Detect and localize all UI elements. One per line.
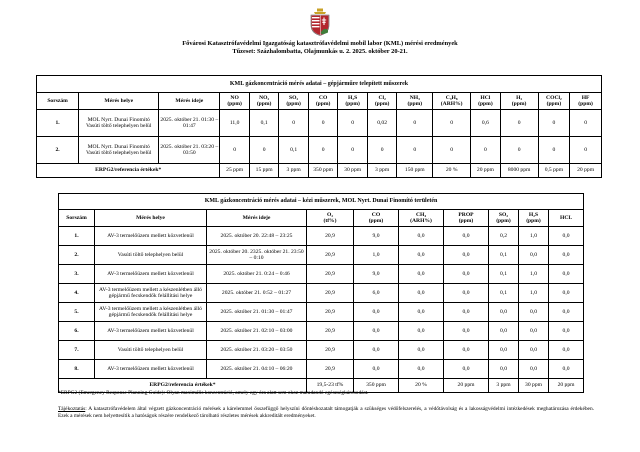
row-value: 0,0 [399,303,444,322]
info-text: : A katasztrófavédelem által végzett gázkoncentráció mérések a kárelemmel összefüggő helyszíni döntéshozatalt támogatják a szükséges védőfelszerelés, a védőtávolság és a lakosságvédelmi intézkedések meghatározása érdekében. Ezek a mérések nem helyettesítik a hatóságok részére rendelkező tárolható részletes mérések akkreditált eredményeket. [58,406,594,419]
row-value: 0 [279,110,309,137]
gas-name: HF [581,94,590,101]
row-value: 0,0 [489,360,519,379]
gas-name: NO₂ [259,94,270,101]
row-time: 2025. október 21. 04:10 – 06:20 [207,360,307,379]
gas-name: CH₄ [415,211,427,218]
row-value: 0,0 [399,322,444,341]
row-value: 0,0 [354,303,399,322]
row-time: 2025. október 21. 03:20 – 03:50 [207,341,307,360]
table1-title: KML gázkoncentráció mérés adatai – gépjárműre telepített műszerek [37,76,602,93]
gas-name: Cl₂ [378,94,386,101]
gas-header [570,93,602,110]
row-value: 0,0 [399,265,444,284]
row-number: 1. [37,110,79,137]
row-place: Vasúti töltő telephelyen belül [95,341,207,360]
table-row [59,303,584,322]
gas-name: NO [230,94,239,101]
gas-header [538,93,570,110]
row-value: 0,0 [399,246,444,265]
table-row [59,360,584,379]
row-value: 20,9 [307,227,354,246]
row-value: 20,9 [307,265,354,284]
ref-value: 20 ppm [570,164,602,178]
row-value: 0,1 [249,110,279,137]
gas-unit: (ppm) [526,218,541,224]
row-value: 0 [220,137,250,164]
row-value: 0 [538,137,570,164]
row-value: 0,02 [367,110,397,137]
info-label: Tájékoztatás [58,406,86,412]
ref-value: 3 ppm [279,164,309,178]
gas-unit: (ppm) [478,101,493,107]
gas-unit: (ppm) [546,101,562,107]
row-place: AV-3 termelőüzem mellett közvetlenül [95,360,207,379]
ref-value: 350 ppm [354,379,399,393]
row-value: 0,0 [399,227,444,246]
row-place: AV-3 termelőüzem mellett közvetlenül [95,227,207,246]
row-value: 0 [538,110,570,137]
ref-value: 150 ppm [397,164,433,178]
gas-name: SO₂ [289,94,299,101]
row-value: 0,0 [519,360,549,379]
gas-unit: (ppm) [286,101,301,107]
row-value: 0,0 [444,284,489,303]
row-value: 0,0 [549,246,584,265]
gas-header [444,210,489,227]
row-value: 0,0 [399,284,444,303]
gas-name: H₂ [516,94,523,101]
row-number: 5. [59,303,95,322]
gas-unit: (ppm) [315,101,331,107]
row-value: 0,0 [444,322,489,341]
ref-value: 3 ppm [489,379,519,393]
gas-unit: (ppm) [368,218,384,224]
row-value: 20,9 [307,246,354,265]
row-value: 0 [338,137,368,164]
row-value: 0,0 [444,360,489,379]
row-value: 1,0 [519,284,549,303]
table-row [59,341,584,360]
gas-name: H₂S [348,94,358,101]
gas-header [249,93,279,110]
row-value: 0,0 [549,227,584,246]
row-value: 0,0 [549,265,584,284]
gas-header [399,210,444,227]
row-value: 0,0 [399,341,444,360]
row-value: 0,0 [354,341,399,360]
coat-of-arms-icon [309,8,331,36]
table2-col-ideje: Mérés ideje [207,210,307,227]
row-value: 0,0 [519,322,549,341]
row-time: 2025. október 21. 02:10 – 03:00 [207,322,307,341]
row-number: 1. [59,227,95,246]
row-value: 9,0 [354,227,399,246]
ref-value: 20 ppm [471,164,501,178]
gas-header [397,93,433,110]
row-value: 0,0 [549,322,584,341]
gas-header [500,93,538,110]
row-value: 11,0 [220,110,250,137]
row-value: 0 [308,137,338,164]
row-number: 6. [59,322,95,341]
row-number: 2. [37,137,79,164]
row-value: 0 [338,110,368,137]
gas-header [220,93,250,110]
table-row [59,246,584,265]
gas-header [433,93,471,110]
gas-name: COCl₂ [546,94,562,101]
vehicle-instruments-table [36,75,602,178]
row-place: Vasúti töltő telephelyen belül [95,246,207,265]
row-value: 6,0 [354,284,399,303]
gas-unit: (ppm) [458,218,474,224]
gas-name: CO [318,94,328,101]
gas-unit: (ppm) [227,101,242,107]
row-value: 0,0 [549,284,584,303]
row-place: MOL Nyrt. Dunai Finomító Vasúti töltő telephelyen belül [79,137,159,164]
gas-header [489,210,519,227]
row-value: 0 [397,137,433,164]
row-value: 20,9 [307,284,354,303]
row-value: 0 [433,110,471,137]
gas-unit: (ppm) [578,101,593,107]
ref-value: 350 ppm [308,164,338,178]
row-value: 20,9 [307,303,354,322]
table-row [59,265,584,284]
gas-unit: (ppm) [496,218,511,224]
ref-value: 8000 ppm [500,164,538,178]
row-value: 0,1 [489,265,519,284]
document-header [0,40,640,56]
gas-header [549,210,584,227]
row-value: 0,0 [519,303,549,322]
row-number: 4. [59,284,95,303]
gas-header [519,210,549,227]
row-value: 0 [249,137,279,164]
row-place: MOL Nyrt. Dunai Finomító Vasúti töltő telephelyen belül [79,110,159,137]
table-row [37,137,602,164]
gas-unit: (ppm) [345,101,360,107]
row-value: 0,0 [489,303,519,322]
row-value: 1,0 [519,265,549,284]
table-row [59,227,584,246]
row-value: 0,0 [444,227,489,246]
row-value: 0 [433,137,471,164]
ref-value: 30 ppm [338,164,368,178]
row-number: 7. [59,341,95,360]
row-place: AV-3 termelőüzem mellett közvetlenül [95,265,207,284]
row-value: 0,0 [519,341,549,360]
row-value: 0 [500,137,538,164]
table1-col-ideje: Mérés ideje [159,93,220,110]
footnote: *ERPG2 (Emergency Response Planning Guide): Olyan maximális koncentráció, amely egy óra alatt sem okoz maradandó egészségkárosodást. [58,390,369,396]
row-value: 1,0 [354,246,399,265]
gas-name: HCl [480,94,491,101]
ref-value: 20 % [433,164,471,178]
table2-ref-label: ERPG2/referencia értékek* [59,379,307,393]
ref-value: 3 ppm [367,164,397,178]
ref-value: 20 ppm [444,379,489,393]
row-place: AV-3 termelőüzem mellett közvetlenül [95,322,207,341]
gas-name: NH₃ [409,94,420,101]
gas-unit: (tf%) [323,218,337,224]
row-time: 2025. október 21. 0:24 – 0:46 [207,265,307,284]
ref-value: 15 ppm [249,164,279,178]
row-place: AV-3 termelőüzem mellett a készenlétben álló gépjármű fecskendők felállítási helye [95,303,207,322]
row-value: 20,9 [307,322,354,341]
row-value: 0,1 [489,246,519,265]
row-value: 0,0 [489,322,519,341]
row-value: 0,0 [444,265,489,284]
gas-name: PROP [458,211,474,218]
gas-header [279,93,309,110]
row-value: 0,0 [444,246,489,265]
row-value: 0,0 [354,360,399,379]
header-title: Fővárosi Katasztrófavédelmi Igazgatóság katasztrófavédelmi mobil labor (KML) mérési eredmények [182,40,458,47]
row-time: 2025. október 21. 01:30 – 01:47 [159,110,220,137]
gas-unit: (ARH%) [410,218,432,224]
row-time: 2025. október 20. 2325. október 21. 23:50 – 0:10 [207,246,307,265]
gas-unit: (ppm) [374,101,390,107]
row-value: 0,1 [279,137,309,164]
row-value: 0,0 [549,303,584,322]
table-row [59,322,584,341]
gas-unit: (ppm) [256,101,272,107]
row-value: 1,0 [519,227,549,246]
row-value: 0 [500,110,538,137]
row-time: 2025. október 21. 03:20 – 03:50 [159,137,220,164]
table2-col-sorszam: Sorszám [59,210,95,227]
row-time: 2025. október 20. 22:48 – 23:25 [207,227,307,246]
row-value: 0 [367,137,397,164]
gas-unit: (ARH%) [440,101,463,107]
row-value: 0,0 [549,341,584,360]
row-value: 0,6 [471,110,501,137]
table2-col-helye: Mérés helye [95,210,207,227]
gas-name: SO₂ [498,211,509,218]
gas-name: HCL [559,214,573,221]
ref-value: 0,5 ppm [538,164,570,178]
table1-col-sorszam: Sorszám [37,93,79,110]
row-value: 0,0 [444,303,489,322]
row-value: 0,0 [444,341,489,360]
row-value: 0 [308,110,338,137]
row-value: 0 [471,137,501,164]
table2-title: KML gázkoncentráció mérés adatai – kézi műszerek, MOL Nyrt. Dunai Finomító területén [59,194,584,210]
gas-name: O₂ [326,211,334,218]
row-value: 20,9 [307,360,354,379]
gas-name: C₃H₈ [445,94,458,101]
ref-value: 25 ppm [220,164,250,178]
ref-value: 20 % [399,379,444,393]
row-value: 0 [570,110,602,137]
table1-ref-label: ERPG2/referencia értékek* [37,164,220,178]
gas-header [354,210,399,227]
row-number: 2. [59,246,95,265]
row-place: AV-3 termelőüzem mellett a készenlétben álló gépjármű fecskendők felállítási helye [95,284,207,303]
row-value: 0,0 [399,360,444,379]
ref-value: 19,5-23 tf% [307,379,354,393]
row-value: 0,0 [519,246,549,265]
gas-header [308,93,338,110]
row-time: 2025. október 21. 0:52 – 01:27 [207,284,307,303]
row-value: 20,9 [307,341,354,360]
row-value: 0 [397,110,433,137]
row-value: 0,0 [549,360,584,379]
row-value: 0,1 [489,284,519,303]
row-value: 0,0 [489,341,519,360]
gas-unit: (ppm) [407,101,423,107]
gas-name: CO [371,211,381,218]
gas-header [307,210,354,227]
info-paragraph [58,406,594,420]
handheld-instruments-table [58,193,584,393]
row-value: 0,0 [354,322,399,341]
gas-header [367,93,397,110]
ref-value: 30 ppm [519,379,549,393]
row-number: 3. [59,265,95,284]
row-value: 9,0 [354,265,399,284]
row-value: 0 [570,137,602,164]
table-row [37,110,602,137]
row-number: 8. [59,360,95,379]
ref-value: 20 ppm [549,379,584,393]
row-value: 0,2 [489,227,519,246]
table-row [59,284,584,303]
row-time: 2025. október 21. 01:30 – 01:47 [207,303,307,322]
gas-name: H₂S [528,211,539,218]
gas-header [338,93,368,110]
gas-unit: (ppm) [511,101,527,107]
gas-header [471,93,501,110]
header-subtitle: Tűzeset: Százhalombatta, Olajmunkás u. 2. 2025. október 20-21. [232,48,408,55]
table1-col-helye: Mérés helye [79,93,159,110]
